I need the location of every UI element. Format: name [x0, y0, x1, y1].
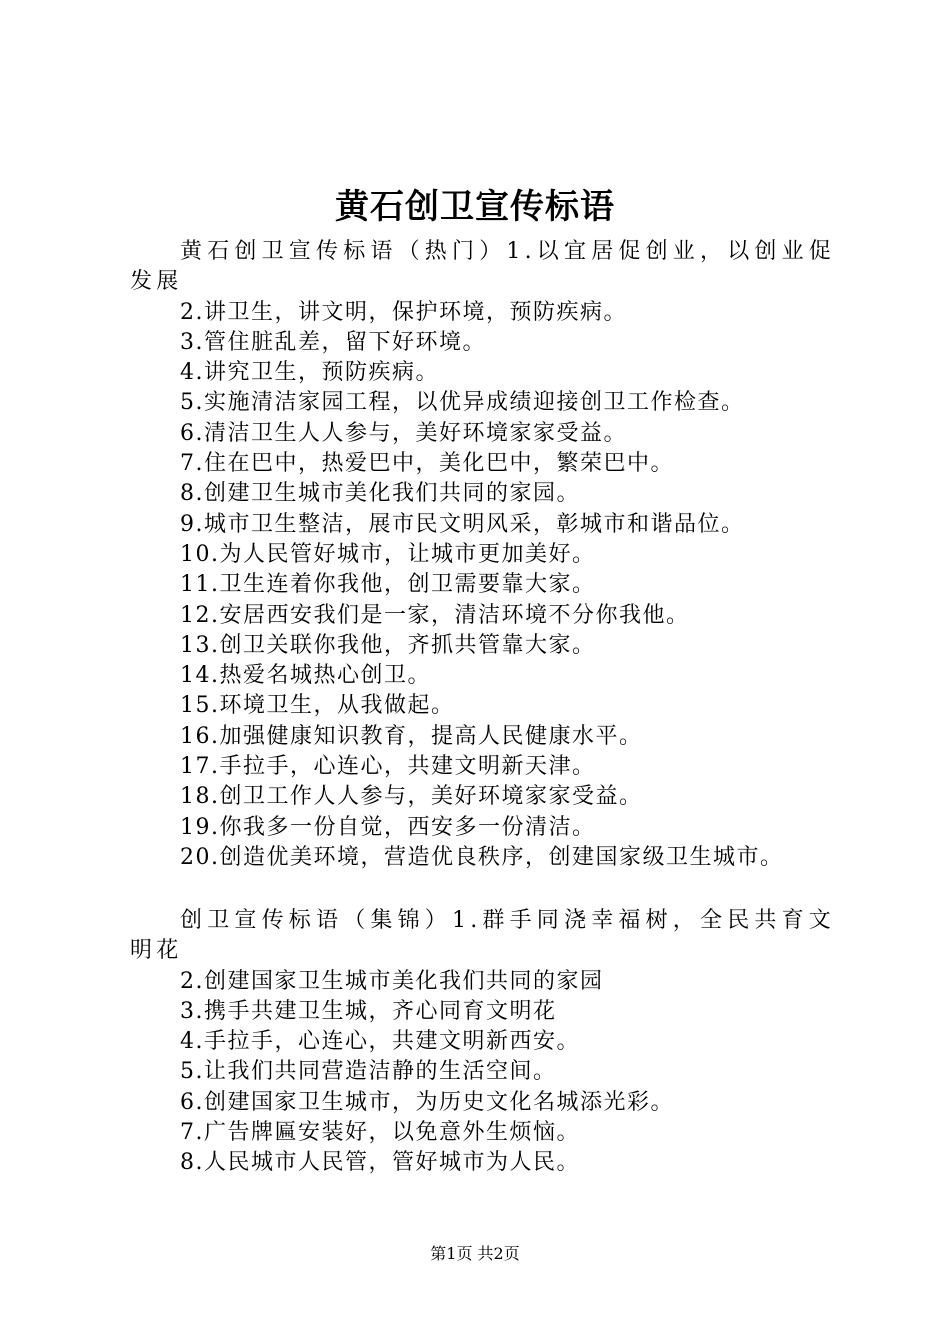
list-item: 6.创建国家卫生城市，为历史文化名城添光彩。: [180, 1089, 674, 1115]
list-item: 15.环境卫生，从我做起。: [180, 693, 455, 719]
list-item: 18.创卫工作人人参与，美好环境家家受益。: [180, 784, 643, 810]
list-item: 3.携手共建卫生城，齐心同育文明花: [180, 998, 557, 1024]
list-item: 5.让我们共同营造洁静的生活空间。: [180, 1059, 557, 1085]
list-item: 7.广告牌匾安装好，以免意外生烦恼。: [180, 1120, 580, 1146]
list-item: 8.创建卫生城市美化我们共同的家园。: [180, 481, 580, 507]
list-item: 7.住在巴中，热爱巴中，美化巴中，繁荣巴中。: [180, 451, 674, 477]
list-item: 6.清洁卫生人人参与，美好环境家家受益。: [180, 420, 627, 446]
list-item: 10.为人民管好城市，让城市更加美好。: [180, 541, 596, 567]
list-item: 16.加强健康知识教育，提高人民健康水平。: [180, 723, 643, 749]
list-item: 5.实施清洁家园工程，以优异成绩迎接创卫工作检查。: [180, 390, 745, 416]
page-title: 黄石创卫宣传标语: [335, 187, 615, 227]
list-item: 4.讲究卫生，预防疾病。: [180, 360, 439, 386]
section-intro: 创卫宣传标语（集锦）1.群手同浇幸福树，全民共育文明花: [130, 908, 835, 964]
slogan-section-hot: [130, 237, 835, 873]
list-item: 12.安居西安我们是一家，清洁环境不分你我他。: [180, 602, 690, 628]
list-item: 9.城市卫生整洁，展市民文明风采，彰城市和谐品位。: [180, 511, 745, 537]
slogan-section-collection: [130, 906, 835, 1179]
list-item: 11.卫生连着你我他，创卫需要靠大家。: [180, 572, 596, 598]
list-item: 14.热爱名城热心创卫。: [180, 663, 431, 689]
list-item: 8.人民城市人民管，管好城市为人民。: [180, 1150, 580, 1176]
list-item: 2.讲卫生，讲文明，保护环境，预防疾病。: [180, 299, 627, 325]
page-number-footer: 第1页 共2页: [430, 1244, 520, 1263]
section-intro: 黄石创卫宣传标语（热门）1.以宜居促创业，以创业促发展: [130, 239, 835, 295]
list-item: 3.管住脏乱差，留下好环境。: [180, 329, 486, 355]
list-item: 19.你我多一份自觉，西安多一份清洁。: [180, 814, 596, 840]
list-item: 2.创建国家卫生城市美化我们共同的家园: [180, 968, 604, 994]
list-item: 4.手拉手，心连心，共建文明新西安。: [180, 1029, 580, 1055]
list-item: 13.创卫关联你我他，齐抓共管靠大家。: [180, 632, 596, 658]
list-item: 17.手拉手，心连心，共建文明新天津。: [180, 754, 596, 780]
list-item: 20.创造优美环境，营造优良秩序，创建国家级卫生城市。: [180, 844, 784, 870]
